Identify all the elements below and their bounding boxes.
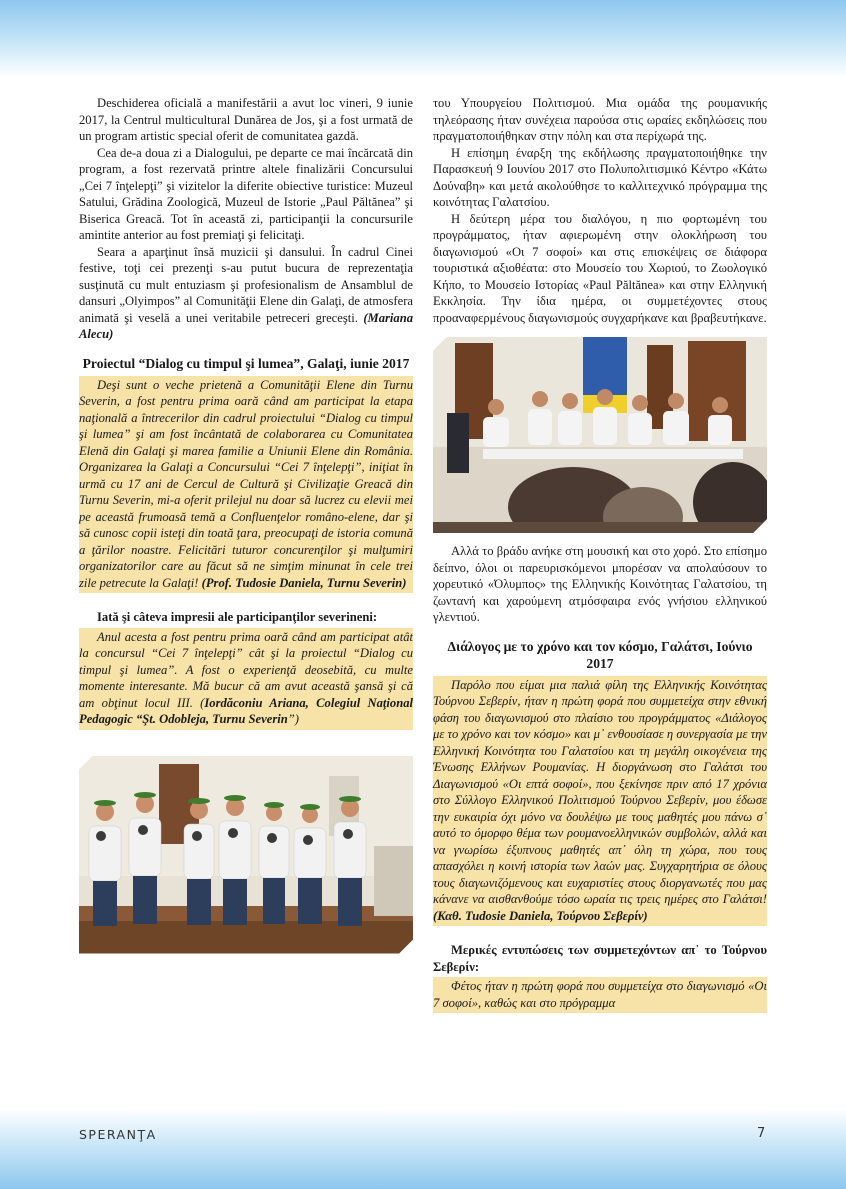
right-testimonial-1-text: Παρόλο που είμαι μια παλιά φίλη της Ελληνικής Κοινότητας Τούρνου Σεβερίν, ήταν η πρώτη φορά που συμμετείχα στην εθνική φάση του διαγωνισμού στο πλαίσιο του προγράμματος «Διάλογος με το χρόνο και τον κόσμο» και μ᾽ ενθουσίασε η συνεργασία με την Ελληνική Κοινότητα του Γαλατσίου και τη μεγάλη οικογένεια της Ένωσης Ελλήνων Ρουμανίας. Η διοργάνωση στο Γαλάτσι του Διαγωνισμού «Οι επτά σοφοί», που ξεκίνησε πριν από 17 χρόνια στο Σύλλογο Ελληνικού Πολιτισμού Τούρνου Σεβερίν, μου έδωσε την ευκαιρία όχι μόνο να δουλέψω με τους μαθητές μου πάνω σ᾽ αυτό το όμορφο θέμα των ρουμανοελληνικών συμβολών, αλλά και να γνωρίσω έξυπνους μαθητές απ᾽ όλη τη χώρα, που τους απασχόλει η κοινή ιστορία των λαών μας. Συγχαρητήρια σε όλους τους διαγωνιζόμενους και ευχαριστίες στους διοργανωτές που μας κάνανε να αισθανθούμε τόσο ωραία τις τρεις ημέρες στο Γαλάτσι! [433,677,767,906]
left-testimonial-2-author: Iordăconiu Ariana, Colegiul Naţional Pedagogic “Şt. Odobleja, Turnu Severin [79,695,413,726]
magazine-name: SPERANŢA [79,1127,157,1142]
left-testimonial-1-author: (Prof. Tudosie Daniela, Turnu Severin) [201,575,407,590]
header-gradient-band [0,0,846,78]
left-column [79,95,413,954]
page-number: 7 [757,1126,766,1141]
photo-students-laurels [79,756,413,954]
left-paragraph-3-text: Seara a aparţinut însă muzicii şi dansului. În cadrul Cinei festive, toţi cei prezenţi s-au putut bucura de reprezentaţia susţinută cu mult entuziasm şi profesionalism de Ansamblul de dansuri „Olyimpos” al Comunităţii Elene din Galaţi, de atmosfera animată şi veselă a unei veritabile petreceri greceşti. [79,244,413,325]
right-section-heading: Διάλογος με το χρόνο και τον κόσμο, Γαλάτσι, Ιούνιο 2017 [447,638,753,671]
right-paragraph-1: του Υπουργείου Πολιτισμού. Μια ομάδα της ρουμανικής τηλεόρασης ήταν συνέχεια παρούσα στις ωραίες εκδηλώσεις που πραγματοποιήθηκαν στην πόλη και στα περίχωρά της. [433,96,767,143]
right-paragraph-3: Η δεύτερη μέρα του διαλόγου, η πιο φορτωμένη του προγράμματος, ήταν αφιερωμένη στην ολοκλήρωση του διαγωνισμού «Οι 7 σοφοί» και στις επισκέψεις σε διάφορα τουριστικά αξιοθέατα: στο Μουσείο του Χωριού, το Ζωολογικό Κήπο, το Μουσείο Ιστορίας «Paul Păltănea» και στην Ελληνική Εκκλησία. Την ίδια ημέρα, οι συμμετέχοντες στους προαναφερμένους διαγωνισμούς συγχαρήκανε και βραβευτήκανε. [433,211,767,325]
left-testimonial-2-end: ”) [287,712,299,726]
right-testimonial-box-1 [433,676,767,927]
left-paragraph-3-author: (Mariana Alecu) [79,310,413,341]
right-testimonial-2-text: Φέτος ήταν η πρώτη φορά που συμμετείχα στο διαγωνισμό «Οι 7 σοφοί», καθώς και στο πρόγραμμα [433,979,767,1010]
right-testimonial-1-author: (Καθ. Tudosie Daniela, Τούρνου Σεβερίν) [433,908,648,923]
right-column [433,95,767,1013]
left-paragraph-2: Cea de-a doua zi a Dialogului, pe departe ce mai încărcată din program, a fost rezervată printre altele finalizării Concursului „Cei 7 înţelepţi” şi vizitelor la diferite obiective turistice: Muzeul Satului, Grădina Zoologică, Muzeul de Istorie „Paul Păltănea” şi Biserica Greacă. Tot în această zi, participanţii la concursurile amintite anterior au fost premiaţi şi felicitaţi. [79,145,413,242]
left-testimonial-box-2 [79,628,413,730]
right-testimonial-box-2 [433,977,767,1013]
left-testimonial-1-text: Deşi sunt o veche prietenă a Comunităţii Elene din Turnu Severin, a fost pentru prima oară când am participat la etapa naţională a întrecerilor din cadrul proiectului “Dialog cu timpul şi lumea” şi am fost încântată de colaborarea cu Comunitatea Elenă din Galaţi şi marea familie a Uniunii Elene din România. Organizarea la Galaţi a Concursului “Cei 7 înţelepţi”, iniţiat în urmă cu 17 ani de Cercul de Cultură şi Civilizaţie Greacă din Turnu Severin, mi-a oferit prilejul nu doar să lucrez cu elevii mei pe această frumoasă temă a Confluenţelor româno-elene, dar şi să cunosc copii isteţi din toată ţara, preocupaţi de istoria comună a ţărilor noastre. Felicitări tuturor concurenţilor şi mulţumiri organizatorilor care au făcut să ne simţim minunat în cele trei zile petrecute la Galaţi! [79,377,413,590]
left-section-heading: Proiectul “Dialog cu timpul şi lumea”, Galaţi, iunie 2017 [82,355,410,371]
left-paragraph-1: Deschiderea oficială a manifestării a avut loc vineri, 9 iunie 2017, la Centrul multicultural Dunărea de Jos, şi a fost urmată de un program artistic special oferit de comunitatea gazdă. [79,96,413,143]
photo-contest-classroom [433,337,767,533]
left-testimonial-box-1 [79,376,413,594]
right-subheading: Μερικές εντυπώσεις των συμμετεχόντων απ᾽ το Τούρνου Σεβερίν: [433,943,767,974]
left-testimonial-2-text: Anul acesta a fost pentru prima oară când am participat atât la concursul “Cei 7 înţelepţi” cât şi la proiectul “Dialog cu timpul şi lumea”. A fost o experienţă deosebită, cu multe momente interesante. Mă bucur că am avut această şansă şi că am obţinut locul III. ( [79,629,413,710]
left-paragraph-3 [79,244,413,343]
left-subheading: Iată şi câteva impresii ale participanţilor severineni: [97,610,378,624]
right-paragraph-4: Αλλά το βράδυ ανήκε στη μουσική και στο χορό. Στο επίσημο δείπνο, όλοι οι παρευρισκόμενοι μπορέσαν να απολαύσουν το χορευτικό «Όλυμπος» της Ελληνικής Κοινότητας Γαλατσίου, τη ζωντανή και χαρούμενη ατμόσφαιρα ενός γνήσιου ελληνικού γλεντιού. [433,544,767,624]
right-paragraph-2: Η επίσημη έναρξη της εκδήλωσης πραγματοποιήθηκε την Παρασκευή 9 Ιουνίου 2017 στο Πολυπολιτισμικό Κέντρο «Κάτω Δούναβη» και μετά ακολούθησε το καλλιτεχνικό πρόγραμμα της κοινότητας Γαλατσίου. [433,145,767,209]
footer-gradient-band [0,1109,846,1189]
